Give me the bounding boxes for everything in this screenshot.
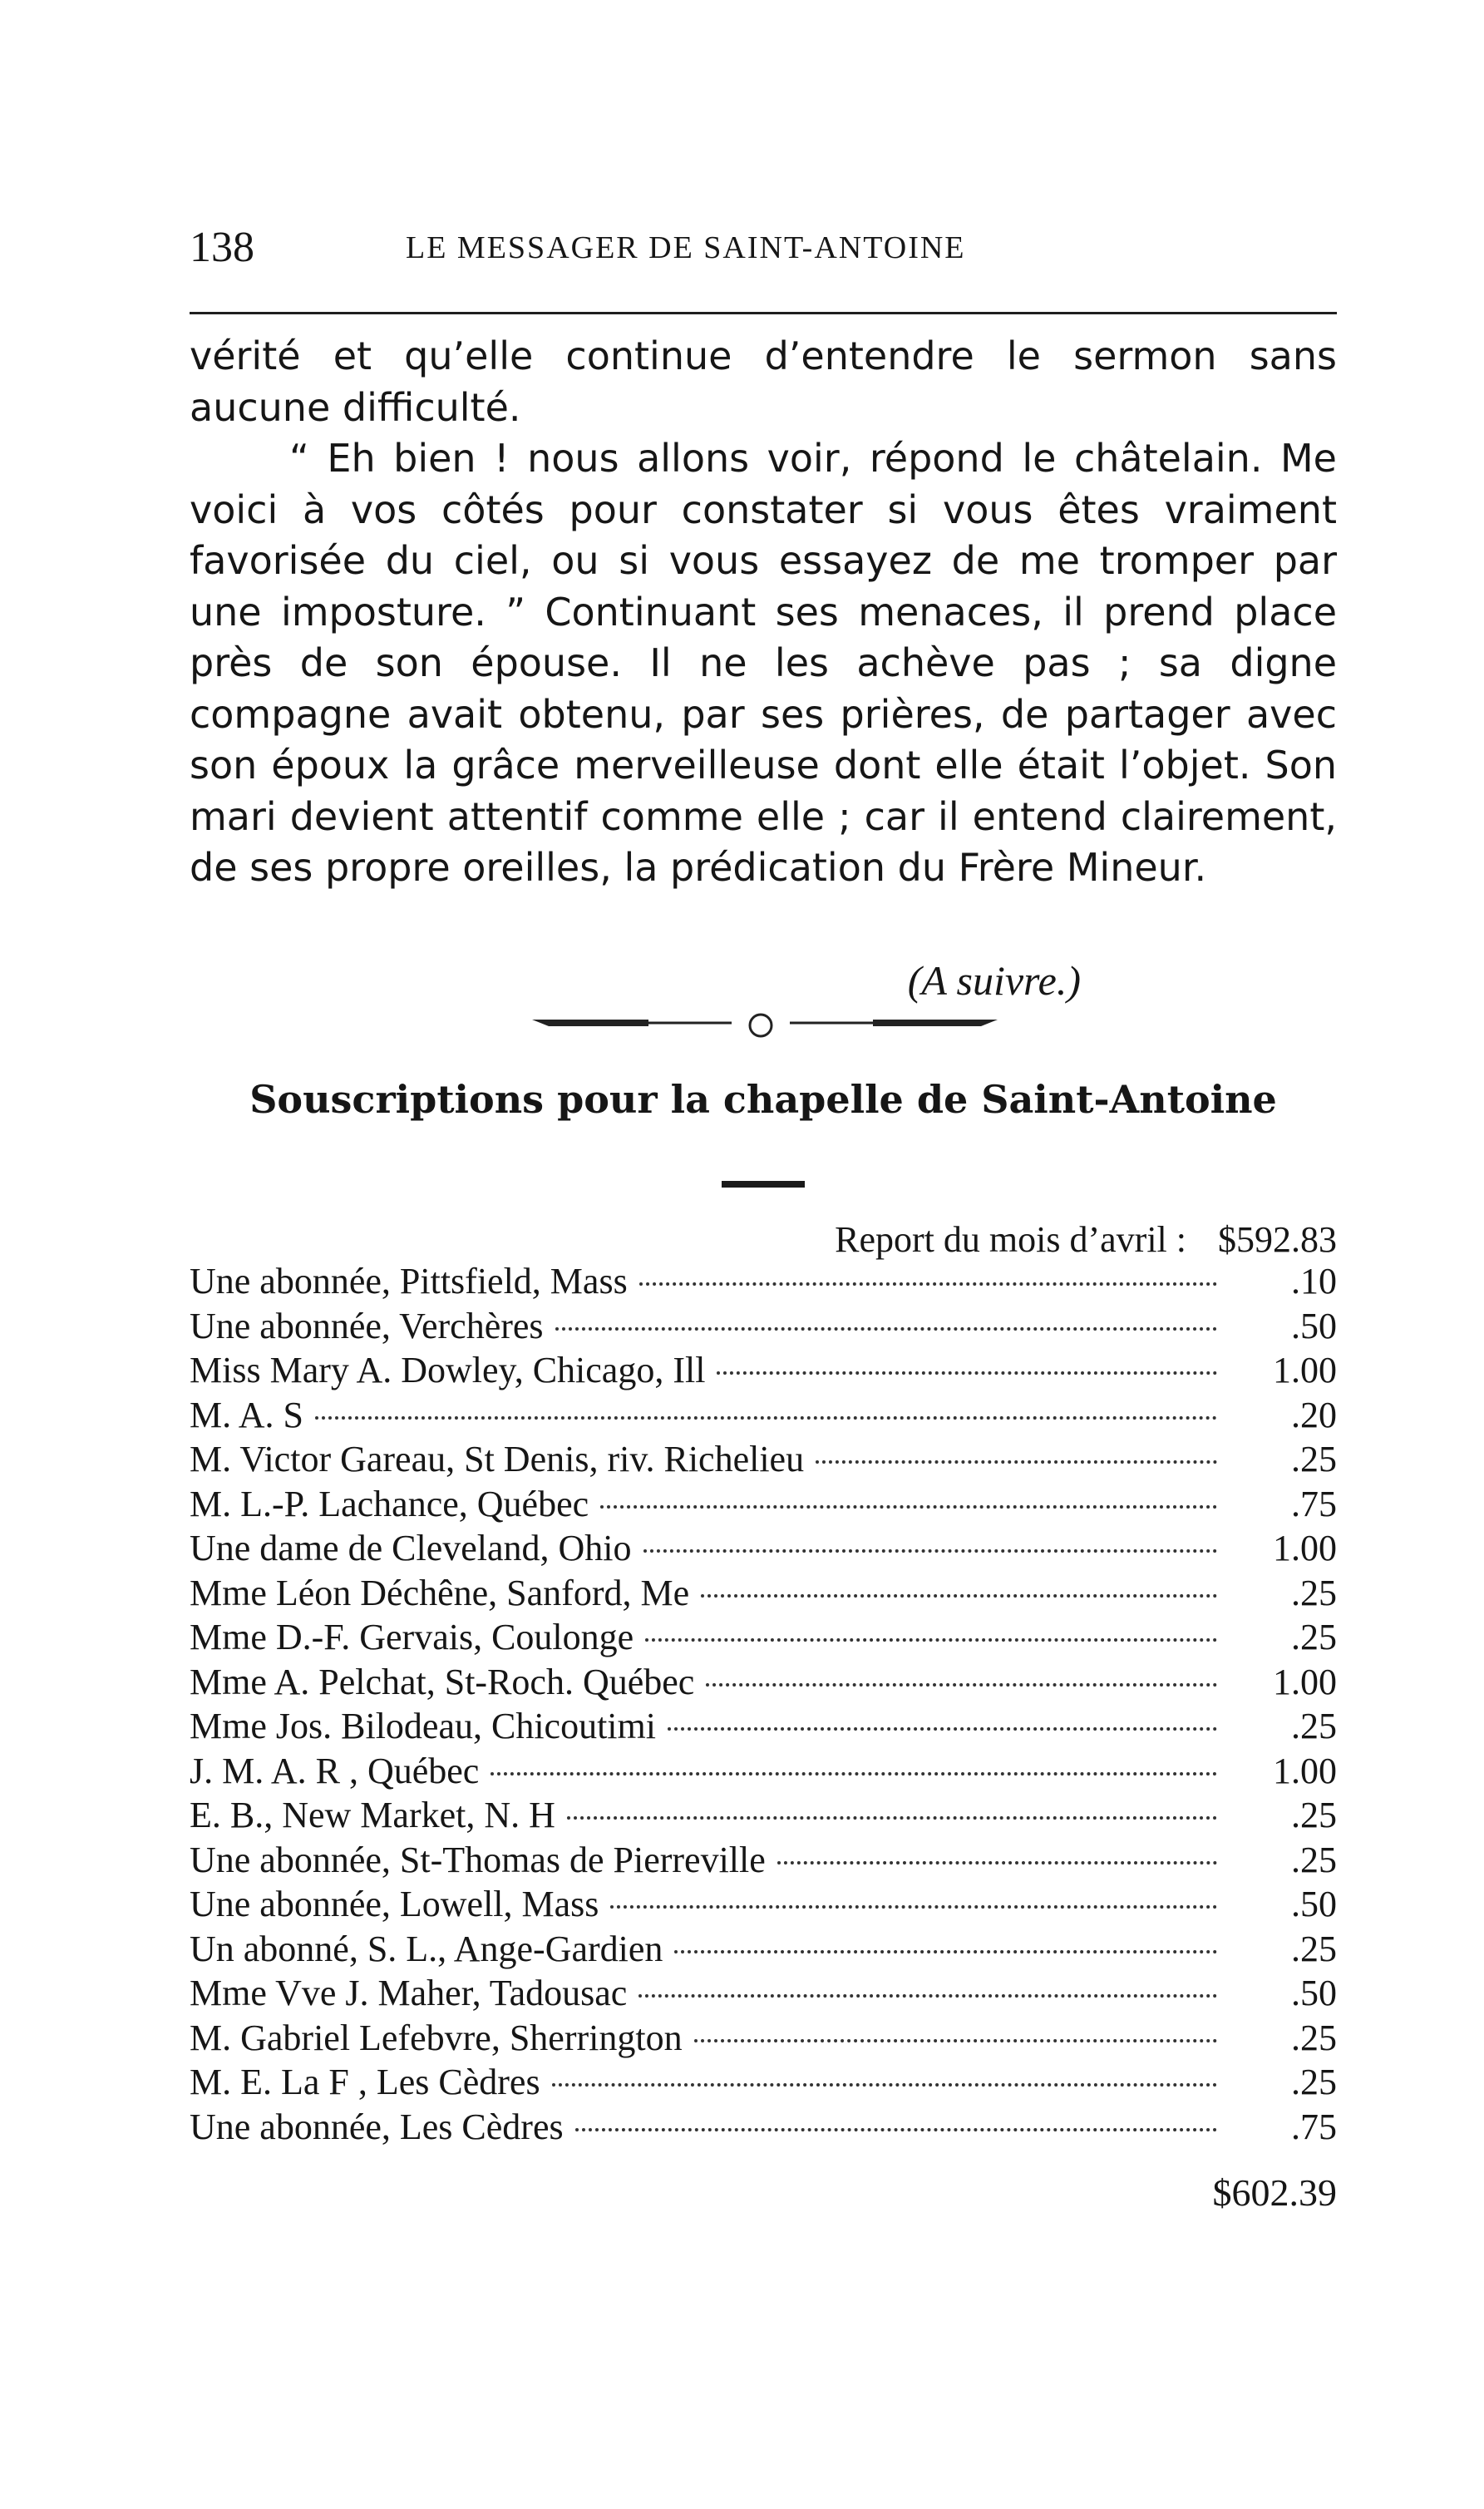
subscription-amount: .75: [1291, 1483, 1337, 1524]
subscriber-name: Un abonné, S. L., Ange-Gardien: [190, 1928, 663, 1969]
subscription-amount: 1.00: [1273, 1661, 1337, 1702]
subscriber-name: Mme A. Pelchat, St-Roch. Québec: [190, 1661, 695, 1702]
subscription-amount: 1.00: [1273, 1528, 1337, 1568]
subscriber-name: M. Gabriel Lefebvre, Sherrington: [190, 2017, 683, 2058]
dot-leader: [643, 1549, 1217, 1553]
subscriber-name: Mme Vve J. Maher, Tadousac: [190, 1973, 628, 2013]
subscriber-name: Mme D.-F. Gervais, Coulonge: [190, 1617, 634, 1657]
list-item: [190, 1305, 1337, 1350]
list-item: [190, 1438, 1337, 1483]
dot-leader: [701, 1594, 1217, 1598]
subscription-amount: .25: [1291, 1928, 1337, 1969]
subscriber-name: M. E. La F , Les Cèdres: [190, 2062, 540, 2102]
subscriber-name: J. M. A. R , Québec: [190, 1750, 480, 1791]
dot-leader: [694, 2039, 1217, 2042]
dot-leader: [315, 1416, 1217, 1420]
dot-leader: [706, 1683, 1217, 1687]
subscriber-name: Mme Léon Déchêne, Sanford, Me: [190, 1572, 690, 1613]
list-item: [190, 1794, 1337, 1839]
list-item: [190, 1883, 1337, 1928]
subscription-amount: .50: [1291, 1884, 1337, 1924]
list-item: [190, 2106, 1337, 2151]
short-divider: [722, 1181, 805, 1188]
dot-leader: [567, 1816, 1217, 1820]
dot-leader: [639, 1282, 1217, 1286]
list-item: [190, 1349, 1337, 1394]
list-item: [190, 2061, 1337, 2106]
ornament-divider: [524, 998, 1006, 1048]
dot-leader: [575, 2128, 1217, 2131]
subscription-list: [190, 1260, 1337, 2150]
list-item: [190, 1483, 1337, 1528]
paragraph: vérité et qu’elle continue d’entendre le sermon sans aucune difficulté.: [190, 333, 1337, 430]
subscriber-name: Une abonnée, Pittsfield, Mass: [190, 1261, 628, 1301]
subscriber-name: Une abonnée, Lowell, Mass: [190, 1884, 599, 1924]
list-item: [190, 1527, 1337, 1572]
subscription-amount: .25: [1291, 1617, 1337, 1657]
page-number: 138: [190, 224, 254, 271]
dot-leader: [717, 1371, 1217, 1375]
dot-leader: [777, 1861, 1217, 1864]
dot-leader: [816, 1460, 1217, 1464]
grand-total: $602.39: [1212, 2171, 1337, 2214]
subscription-amount: .25: [1291, 1572, 1337, 1613]
dot-leader: [645, 1638, 1217, 1642]
list-item: [190, 1260, 1337, 1305]
page-header: [190, 223, 1337, 289]
subscription-amount: .50: [1291, 1305, 1337, 1346]
subscription-amount: .25: [1291, 1706, 1337, 1746]
dot-leader: [638, 1994, 1217, 1998]
list-item: [190, 1839, 1337, 1884]
subscription-amount: .75: [1291, 2106, 1337, 2147]
dot-leader: [610, 1905, 1217, 1909]
list-item: [190, 1928, 1337, 1973]
dot-leader: [491, 1772, 1217, 1776]
story-text: [190, 331, 1337, 894]
list-item: [190, 1616, 1337, 1661]
subscriber-name: Une abonnée, St-Thomas de Pierreville: [190, 1839, 766, 1880]
subscription-amount: 1.00: [1273, 1350, 1337, 1390]
subscriber-name: Une abonnée, Les Cèdres: [190, 2106, 564, 2147]
subscription-amount: .25: [1291, 1439, 1337, 1479]
subscriber-name: M. A. S: [190, 1394, 303, 1435]
subscriber-name: M. L.-P. Lachance, Québec: [190, 1483, 589, 1524]
carried-over-line: [190, 1218, 1337, 1261]
subscription-amount: .25: [1291, 1795, 1337, 1835]
list-item: [190, 1394, 1337, 1439]
dot-leader: [552, 2083, 1217, 2087]
subscriber-name: Une dame de Cleveland, Ohio: [190, 1528, 632, 1568]
to-be-continued-note: (A suivre.): [907, 957, 1081, 1004]
list-item: [190, 1972, 1337, 2017]
subscription-amount: .50: [1291, 1973, 1337, 2013]
subscriber-name: Mme Jos. Bilodeau, Chicoutimi: [190, 1706, 656, 1746]
running-title: LE MESSAGER DE SAINT-ANTOINE: [406, 230, 966, 265]
subscription-amount: 1.00: [1273, 1750, 1337, 1791]
list-item: [190, 1661, 1337, 1706]
subscription-amount: .10: [1291, 1261, 1337, 1301]
subscription-amount: .20: [1291, 1394, 1337, 1435]
carried-over-label: Report du mois d’avril :: [835, 1219, 1186, 1260]
carried-over-amount: $592.83: [1218, 1219, 1337, 1260]
subscription-amount: .25: [1291, 1839, 1337, 1880]
subscriber-name: M. Victor Gareau, St Denis, riv. Richelieu: [190, 1439, 805, 1479]
section-title: Souscriptions pour la chapelle de Saint-Antoine: [249, 1077, 1277, 1122]
list-item: [190, 2017, 1337, 2062]
paragraph: “ Eh bien ! nous allons voir, répond le châtelain. Me voici à vos côtés pour constater si vous êtes vraiment favorisée du ciel, ou si vous essayez de me tromper par une imposture. ” Continuant ses menaces, il prend place près de son épouse. Il ne les achève pas ; sa digne compagne avait obtenu, par ses prières, de partager avec son époux la grâce merveilleuse dont elle était l’objet. Son mari devient attentif comme elle ; car il entend clairement, de ses propre oreilles, la prédication du Frère Mineur.: [190, 436, 1337, 890]
subscriber-name: Miss Mary A. Dowley, Chicago, Ill: [190, 1350, 706, 1390]
dot-leader: [600, 1505, 1217, 1509]
header-rule: [190, 312, 1337, 314]
subscriber-name: E. B., New Market, N. H: [190, 1795, 555, 1835]
list-item: [190, 1572, 1337, 1617]
list-item: [190, 1705, 1337, 1750]
dot-leader: [668, 1727, 1217, 1731]
subscriber-name: Une abonnée, Verchères: [190, 1305, 544, 1346]
dot-leader: [674, 1950, 1217, 1953]
dot-leader: [555, 1327, 1217, 1331]
subscription-amount: .25: [1291, 2017, 1337, 2058]
subscription-amount: .25: [1291, 2062, 1337, 2102]
list-item: [190, 1750, 1337, 1795]
